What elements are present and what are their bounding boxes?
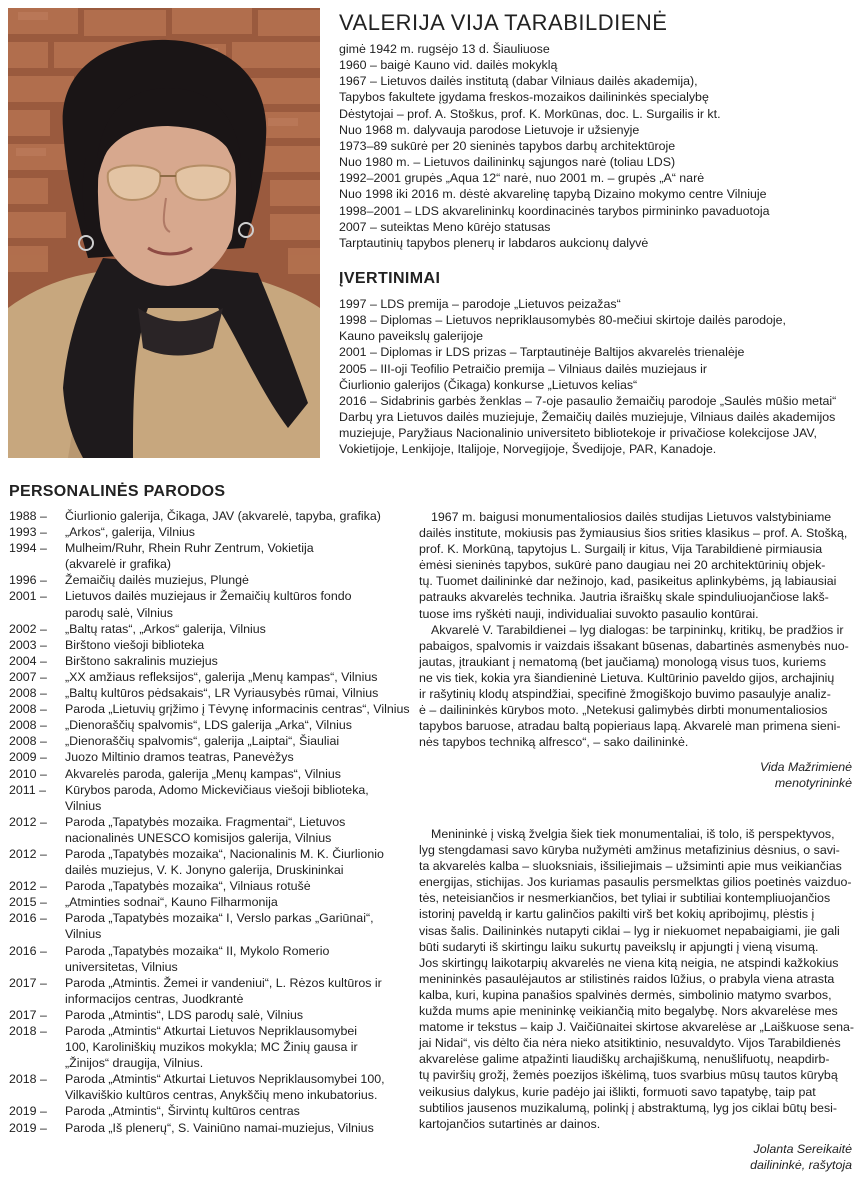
award-line: 2005 – III-oji Teofilio Petraičio premija – Vilniaus dailės muziejaus ir	[339, 361, 708, 376]
essay-line: kartojančios sutartinės ar dainos.	[419, 1116, 601, 1131]
essay-first	[419, 509, 856, 750]
exhibition-item	[9, 782, 404, 814]
exhibition-item	[9, 814, 404, 846]
exhibition-text	[65, 733, 404, 749]
exhibition-text	[65, 766, 404, 782]
page-title: VALERIJA VIJA TARABILDIENĖ	[339, 10, 668, 35]
essay-line: energijas, stichijas. Jos kuriamas pasaulis persmelktas gilios poetinės vaizduo-	[419, 875, 852, 890]
essay-line: tuose ims ryškėti nauji, individualiai suvokto pasaulio kontūrai.	[419, 606, 759, 621]
essay-line: dailės institute, mokiusis pas žymiausius šios srities klasikus – prof. A. Stošką,	[419, 526, 848, 541]
exhibition-year: 2017 –	[9, 975, 47, 990]
essay-line: tų. Tuomet dailininkė dar nežinojo, kad, pasikeitus aplinkybėms, ją labiausiai	[419, 574, 837, 589]
exhibition-item	[9, 508, 404, 524]
essay-line: lyg stengdamasi savo kūryba nužymėti amžinus metafizinius dėsnius, o savi-	[419, 843, 840, 858]
exhibition-year: 1988 –	[9, 509, 47, 523]
exhibition-text	[65, 814, 404, 846]
essay-line: istorinį paveldą ir kartu galinčios pakilti virš bet kokių apribojimų, plėstis į	[419, 907, 815, 922]
portrait-illustration	[8, 8, 320, 458]
portrait-photo	[8, 8, 320, 458]
essay-line: 1967 m. baigusi monumentaliosios dailės studijas Lietuvos valstybiniame	[431, 510, 832, 524]
exhibition-year: 2018 –	[9, 1024, 47, 1038]
essay-line: prof. K. Morkūną, tapytojus L. Surgailį ir kitus, Vija Tarabildienė pirmiausia	[419, 542, 823, 557]
exhibition-item	[9, 572, 404, 588]
exhibition-item	[9, 1071, 404, 1103]
exhibition-year: 2008 –	[9, 702, 47, 717]
exhibition-item	[9, 749, 404, 765]
essay-line: ir rašytinių klodų atspindžiai, specifinė žmogiškojo buvimo pasaulyje analiz-	[419, 687, 831, 702]
exhibition-text	[65, 1071, 404, 1103]
exhibition-text	[65, 685, 404, 701]
exhibition-text	[65, 669, 404, 685]
award-line: 1998 – Diplomas – Lietuvos nepriklausomybės 80-mečiui skirtoje dailės parodoje,	[339, 313, 786, 328]
essay-line: menininkės pasaulėjautos ar stilistinės raidos lūžius, o prabyla viena atrasta	[419, 971, 835, 986]
essay-line: tės, neteisiančios ir nesmerkiančios, bet tyliai ir subtiliai kontempliuojančios	[419, 891, 831, 906]
exhibition-year: 2016 –	[9, 911, 47, 926]
exhibition-line: Paroda „Atmintis“, LDS parodų salė, Vilnius	[65, 1007, 304, 1022]
exhibition-line: 100, Karoliniškių muzikos mokykla; MC Žinių gausa ir	[65, 1040, 358, 1055]
exhibition-line: Paroda „Tapatybės mozaika“, Vilniaus rotušė	[65, 879, 311, 894]
exhibition-year: 2010 –	[9, 766, 47, 781]
exhibition-item	[9, 653, 404, 669]
bio-line: Tapybos fakultete įgydama freskos-mozaikos dailininkės specialybę	[339, 90, 709, 105]
exhibition-line: „Dienoraščių spalvomis“, LDS galerija „Arka“, Vilnius	[65, 718, 352, 733]
exhibition-text	[65, 621, 404, 637]
exhibition-line: Žemaičių dailės muziejus, Plungė	[65, 573, 249, 588]
award-line: 2016 – Sidabrinis garbės ženklas – 7-oje pasaulio žemaičių parodoje „Saulės mūšio metai“	[339, 393, 837, 408]
exhibition-line: Vilkaviškio kultūros centras, Anykščių meno inkubatorius.	[65, 1088, 378, 1103]
exhibition-text	[65, 508, 404, 524]
exhibition-year: 1996 –	[9, 573, 47, 588]
exhibition-line: „Atminties sodnai“, Kauno Filharmonija	[65, 895, 278, 910]
bio-line: Nuo 1980 m. – Lietuvos dailininkų sąjungos narė (toliau LDS)	[339, 155, 676, 170]
exhibition-line: Juozo Miltinio dramos teatras, Panevėžys	[65, 750, 294, 765]
exhibition-line: „Baltų ratas“, „Arkos“ galerija, Vilnius	[65, 621, 266, 636]
exhibition-text	[65, 1023, 404, 1071]
exhibition-year: 2004 –	[9, 653, 47, 668]
essay-line: kuždа mums apie menininkę veikiančią mito begalybę. Nors akvarelėse mes	[419, 1004, 838, 1019]
exhibition-item	[9, 1120, 404, 1136]
exhibition-item	[9, 637, 404, 653]
exhibition-item	[9, 878, 404, 894]
exhibition-year: 2012 –	[9, 879, 47, 894]
exhibition-item	[9, 733, 404, 749]
exhibition-line: „XX amžiaus refleksijos“, galerija „Menų kampas“, Vilnius	[65, 669, 378, 684]
essay-line: jautas, įtraukiant į nematomą (bet jaučiamą) monologą visus tuos, kuriems	[419, 654, 827, 669]
exhibition-item	[9, 943, 404, 975]
exhibition-text	[65, 894, 404, 910]
exhibition-item	[9, 846, 404, 878]
bio-line: Nuo 1968 m. dalyvauja parodose Lietuvoje ir užsienyje	[339, 122, 640, 137]
essay-line: ė – dailininkės kūrybos moto. „Netekusi galimybės dirbti monumentaliosios	[419, 703, 828, 718]
exhibition-item	[9, 894, 404, 910]
exhibition-text	[65, 1007, 404, 1023]
exhibition-line: Paroda „Tapatybės mozaika“, Nacionalinis M. K. Čiurlionio	[65, 846, 384, 861]
exhibition-item	[9, 701, 410, 717]
exhibition-line: „Arkos“, galerija, Vilnius	[65, 525, 195, 540]
signature-author: Vida Mažrimienė	[759, 760, 852, 774]
exhibition-item	[9, 717, 404, 733]
exhibition-year: 2018 –	[9, 1072, 47, 1087]
exhibitions-heading: PERSONALINĖS PARODOS	[9, 483, 226, 500]
bio-line: 1973–89 sukūrė per 20 sieninės tapybos darbų architektūroje	[339, 138, 676, 153]
exhibition-line: Vilnius	[65, 927, 102, 942]
exhibition-text	[65, 878, 404, 894]
biography-list	[339, 41, 859, 251]
essay-line: subtilios jausenos muzikalumą, polinkį į abstraktumą, lyg jos ciklai būtų besi-	[419, 1100, 838, 1115]
essay-line: ėmėsi sieninės tapybos, sukūrė pano daugiau nei 20 architektūrinių objek-	[419, 558, 826, 573]
essay-second-signature	[560, 1141, 852, 1173]
exhibition-text	[65, 846, 404, 878]
exhibition-year: 2012 –	[9, 814, 47, 829]
essay-line: veikusius dalykus, kurie padėjo jai išlikti, formuoti savo tapatybę, taip pat	[419, 1084, 816, 1099]
exhibition-line: Paroda „Atmintis“ Atkurtai Lietuvos Nepriklausomybei 100,	[65, 1072, 385, 1087]
exhibition-line: Paroda „Tapatybės mozaika“ II, Mykolo Romerio	[65, 943, 330, 958]
exhibition-item	[9, 975, 404, 1007]
exhibition-text	[65, 701, 410, 717]
exhibition-year: 2016 –	[9, 943, 47, 958]
award-line: 1997 – LDS premija – parodoje „Lietuvos peizažas“	[339, 297, 621, 311]
exhibition-line: informacijos centras, Juodkrantė	[65, 991, 244, 1006]
award-line: Kauno paveikslų galerijoje	[339, 329, 483, 344]
exhibition-year: 2008 –	[9, 686, 47, 701]
exhibition-item	[9, 1103, 404, 1119]
bio-line: gimė 1942 m. rugsėjo 13 d. Šiauliuose	[339, 42, 550, 56]
exhibition-text	[65, 653, 404, 669]
exhibition-text	[65, 588, 404, 620]
exhibition-line: Paroda „Tapatybės mozaika“ I, Verslo parkas „Gariūnai“,	[65, 911, 374, 926]
exhibition-text	[65, 782, 404, 814]
essay-line: būti sudaryti iš skirtingu laiku sukurtų paveikslų ir apjungti į vieną visumą.	[419, 939, 819, 954]
exhibition-item	[9, 1023, 404, 1071]
essay-line: Akvarelė V. Tarabildienei – lyg dialogas: be tarpininkų, kritikų, be pradžios ir	[431, 622, 844, 637]
essay-line: ne vis tiek, kokia yra šiandieninė Lietuva. Kultūrinio paveldo gijos, archajinių	[419, 670, 835, 685]
exhibition-year: 2017 –	[9, 1007, 47, 1022]
exhibition-text	[65, 572, 404, 588]
exhibition-year: 1993 –	[9, 525, 47, 540]
exhibition-line: nacionalinės UNESCO komisijos galerija, Vilnius	[65, 830, 332, 845]
exhibition-text	[65, 540, 404, 572]
signature-role: menotyrininkė	[774, 776, 852, 791]
exhibition-line: Kūrybos paroda, Adomo Mickevičiaus viešoji biblioteka,	[65, 782, 369, 797]
bio-line: 2007 – suteiktas Meno kūrėjo statusas	[339, 219, 551, 234]
exhibition-year: 2008 –	[9, 718, 47, 733]
exhibition-year: 2009 –	[9, 750, 47, 765]
exhibition-year: 2008 –	[9, 734, 47, 749]
award-line: muziejuje, Paryžiaus Nacionalinio universiteto bibliotekoje ir privačiose kolekcijose JAV,	[339, 426, 817, 441]
exhibition-line: Lietuvos dailės muziejaus ir Žemaičių kultūros fondo	[65, 589, 352, 604]
exhibition-year: 2015 –	[9, 895, 47, 910]
exhibition-item	[9, 1007, 404, 1023]
exhibition-item	[9, 540, 404, 572]
exhibition-line: (akvarelė ir grafika)	[65, 557, 172, 572]
exhibition-year: 1994 –	[9, 541, 47, 556]
exhibitions-list	[9, 508, 410, 1136]
exhibition-line: Paroda „Lietuvių grįžimo į Tėvynę informacinis centras“, Vilnius	[65, 702, 410, 717]
bio-line: Dėstytojai – prof. A. Stoškus, prof. K. Morkūnas, doc. L. Surgailis ir kt.	[339, 106, 721, 121]
bio-line: Tarptautinių tapybos plenerų ir labdaros aukcionų dalyvė	[339, 235, 649, 250]
exhibition-line: „Baltų kultūros pėdsakais“, LR Vyriausybės rūmai, Vilnius	[65, 686, 379, 701]
bio-line: 1967 – Lietuvos dailės institutą (dabar Vilniaus dailės akademija),	[339, 74, 698, 89]
exhibition-text	[65, 637, 404, 653]
exhibition-text	[65, 975, 404, 1007]
essay-line: Jos skirtingų laikotarpių akvarelės ne viena kitą neigia, ne atspindi kažkokius	[419, 955, 839, 970]
exhibition-line: „Žinijos“ draugija, Vilnius.	[65, 1056, 204, 1071]
exhibition-line: Akvarelės paroda, galerija „Menų kampas“, Vilnius	[65, 766, 341, 781]
bio-line: Nuo 1998 iki 2016 m. dėstė akvarelinę tapybą Dizaino mokymo centre Vilniuje	[339, 187, 767, 202]
exhibition-text	[65, 749, 404, 765]
exhibition-line: Birštono viešoji biblioteka	[65, 637, 205, 652]
exhibition-item	[9, 621, 404, 637]
exhibition-year: 2003 –	[9, 637, 47, 652]
bio-line: 1992–2001 grupės „Aqua 12“ narė, nuo 2001 m. – grupės „A“ narė	[339, 171, 705, 186]
exhibition-year: 2019 –	[9, 1120, 47, 1135]
signature-author: Jolanta Sereikaitė	[753, 1142, 852, 1156]
essay-line: visas šalis. Dailininkės nutapyti ciklai – lyg ir niekuomet nepabaigiami, jie gali	[419, 923, 840, 938]
exhibition-item	[9, 588, 404, 620]
exhibition-year: 2001 –	[9, 589, 47, 604]
exhibition-year: 2019 –	[9, 1104, 47, 1119]
exhibition-item	[9, 685, 404, 701]
bio-line: 1960 – baigė Kauno vid. dailės mokyklą	[339, 58, 558, 73]
essay-line: nės tapybos techniką alfresco“, – sako dailininkė.	[419, 735, 689, 750]
awards-list	[339, 296, 859, 458]
exhibition-line: Paroda „Tapatybės mozaika. Fragmentai“, Lietuvos	[65, 814, 346, 829]
exhibition-item	[9, 524, 404, 540]
exhibition-line: Paroda „Atmintis. Žemei ir vandeniui“, L. Rėzos kultūros ir	[65, 975, 382, 990]
exhibition-line: Paroda „Atmintis“ Atkurtai Lietuvos Nepriklausomybei	[65, 1024, 357, 1038]
exhibition-line: Paroda „Iš plenerų“, S. Vainiūno namai-muziejus, Vilnius	[65, 1120, 374, 1135]
exhibition-text	[65, 910, 404, 942]
exhibition-text	[65, 524, 404, 540]
essay-line: kalba, kuri, kupina panašios spalvinės dermės, simbolinio matymo svarbos,	[419, 987, 832, 1002]
essay-line: akvarelėse galime atpažinti liaudiškų archajiškumą, nenušlifuotų, neapdirb-	[419, 1052, 830, 1067]
award-line: 2001 – Diplomas ir LDS prizas – Tarptautinėje Baltijos akvarelės trienalėje	[339, 345, 745, 360]
exhibition-item	[9, 669, 404, 685]
exhibition-line: Birštono sakralinis muziejus	[65, 653, 218, 668]
exhibition-item	[9, 910, 404, 942]
essay-second	[419, 826, 856, 1132]
exhibition-year: 2002 –	[9, 621, 47, 636]
award-line: Čiurlionio galerijos (Čikaga) konkurse „Lietuvos kelias“	[339, 377, 638, 392]
essay-line: matome ir tekstus – kaip J. Vaičiūnaitei skirtose akvarelėse ar „Laiškuose sena-	[419, 1020, 855, 1035]
exhibition-line: dailės muziejus, V. K. Jonyno galerija, Druskininkai	[65, 863, 344, 878]
exhibition-item	[9, 766, 404, 782]
exhibition-text	[65, 717, 404, 733]
signature-role: dailininkė, rašytoja	[750, 1158, 852, 1173]
essay-line: tapybos baruose, atradau baltą popieriaus lapą. Akvarelė man primena sieni-	[419, 719, 841, 734]
award-line: Darbų yra Lietuvos dailės muziejuje, Žemaičių dailės muziejuje, Vilniaus dailės akademijos	[339, 410, 836, 425]
essay-line: Menininkė į viską žvelgia šiek tiek monumentaliai, iš tolo, iš perspektyvos,	[431, 827, 835, 841]
exhibition-line: Vilnius	[65, 798, 102, 813]
essay-line: tų paviršių grožį, žemės poezijos iškėlimą, tuos svarbius mūsų tautos kūrybą	[419, 1068, 838, 1083]
awards-heading: ĮVERTINIMAI	[339, 270, 441, 287]
essay-line: patrauks akvarelės technika. Jautria išraiškų skale spinduliuojančiose lakš-	[419, 590, 829, 605]
bio-line: 1998–2001 – LDS akvarelininkų koordinacinės tarybos pirmininko pavaduotoja	[339, 203, 770, 218]
exhibition-year: 2012 –	[9, 846, 47, 861]
exhibition-line: Čiurlionio galerija, Čikaga, JAV (akvarelė, tapyba, grafika)	[65, 509, 381, 523]
essay-line: ta akvarelės kalba – sluoksniais, išsiliejimais – užsiminti apie mus veikiančias	[419, 859, 842, 874]
exhibition-text	[65, 943, 404, 975]
award-line: Vokietijoje, Lenkijoje, Italijoje, Norvegijoje, Švedijoje, PAR, Kanadoje.	[339, 442, 717, 457]
essay-first-signature	[560, 759, 852, 791]
exhibition-line: Mulheim/Ruhr, Rhein Ruhr Zentrum, Vokietija	[65, 541, 314, 556]
exhibition-line: universitetas, Vilnius	[65, 959, 178, 974]
exhibition-line: „Dienoraščių spalvomis“, galerija „Laiptai“, Šiauliai	[65, 734, 340, 749]
essay-line: pabaigos, spalvomis ir vaizdais išsakant būsenas, dabartinės asmenybės nuo-	[419, 638, 849, 653]
exhibition-text	[65, 1103, 404, 1119]
exhibition-year: 2011 –	[9, 782, 46, 797]
exhibition-line: Paroda „Atmintis“, Širvintų kultūros centras	[65, 1104, 300, 1119]
essay-line: jai Nidai“, vis dėlto čia nėra nieko atsitiktinio, nesuvaldyto. Vijos Tarabildienės	[419, 1036, 841, 1051]
exhibition-year: 2007 –	[9, 669, 47, 684]
exhibition-line: parodų salė, Vilnius	[65, 605, 173, 620]
exhibition-text	[65, 1120, 404, 1136]
